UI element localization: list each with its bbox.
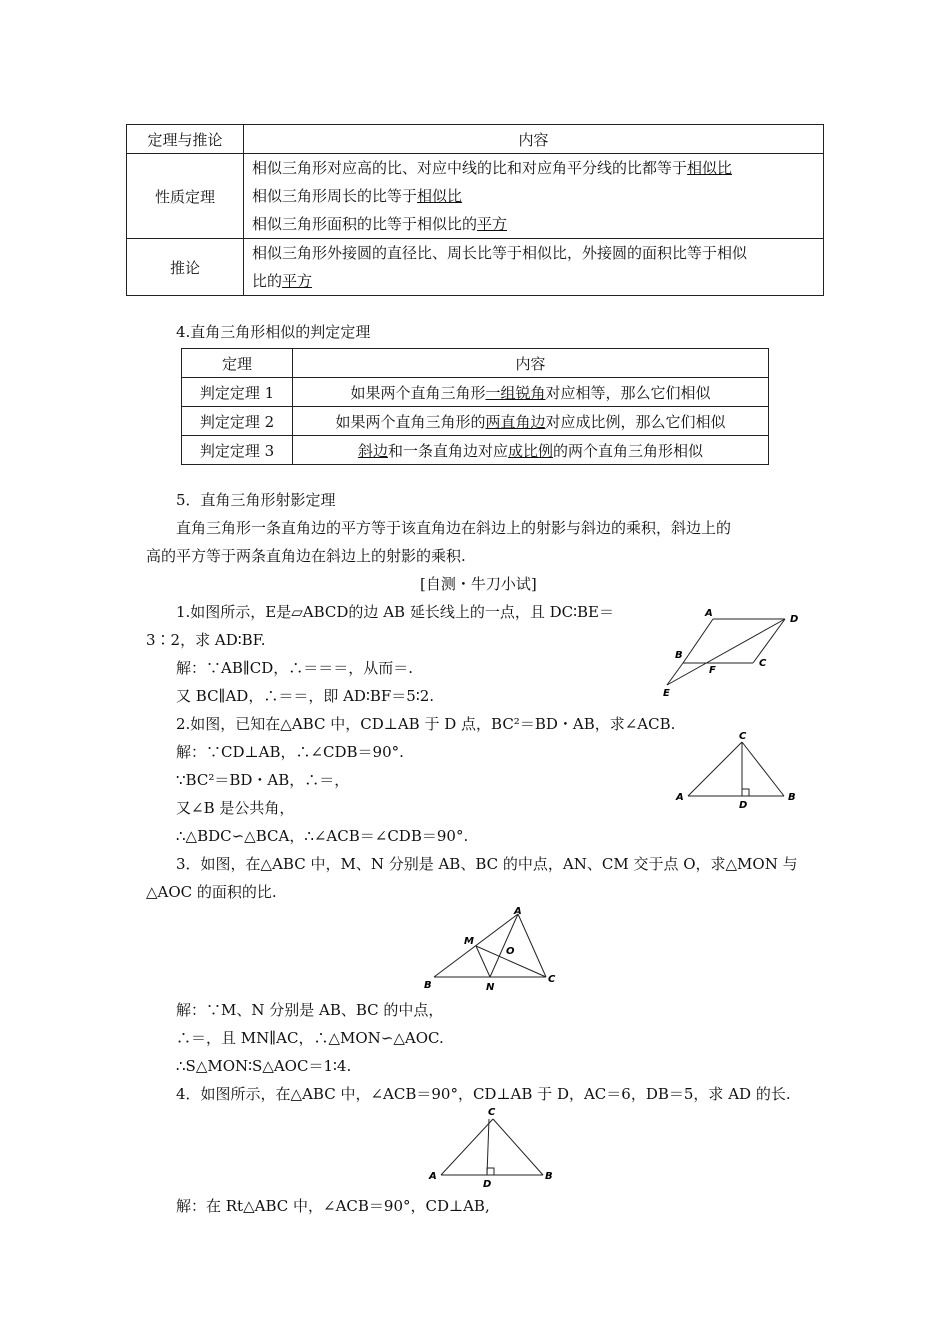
table2-row-name: 判定定理 1 xyxy=(182,378,293,407)
section-5-text: 高的平方等于两条直角边在斜边上的射影的乘积. xyxy=(146,547,466,565)
parallelogram-figure xyxy=(655,605,815,700)
table1-row-name: 推论 xyxy=(127,239,244,296)
q2-solution: ∵BC²＝BD・AB，∴＝， xyxy=(176,771,350,789)
altitude-triangle-figure xyxy=(425,1103,565,1188)
properties-table xyxy=(126,124,824,296)
label-F: F xyxy=(709,665,716,676)
label-C: C xyxy=(548,974,556,985)
q3-solution: ∴＝，且 MN∥AC，∴△MON∽△AOC. xyxy=(176,1029,444,1047)
label-C: C xyxy=(759,658,767,669)
table2-header-content: 内容 xyxy=(293,349,769,378)
selftest-heading: [自测・牛刀小试] xyxy=(420,575,537,593)
table1-row-content: 相似三角形对应高的比、对应中线的比和对应角平分线的比都等于相似比 相似三角形周长的比等于相似比 相似三角形面积的比等于相似比的平方 xyxy=(244,154,824,239)
table2-row-name: 判定定理 2 xyxy=(182,407,293,436)
table1-row-name: 性质定理 xyxy=(127,154,244,239)
q2-solution: ∴△BDC∽△BCA，∴∠ACB＝∠CDB＝90°. xyxy=(176,827,469,845)
q2-solution: 又∠B 是公共角， xyxy=(176,799,295,817)
label-C: C xyxy=(739,731,747,742)
section-5-title: 5．直角三角形射影定理 xyxy=(176,491,336,509)
label-M: M xyxy=(464,936,474,947)
q3-solution: ∴S△MON∶S△AOC＝1∶4. xyxy=(176,1057,352,1075)
label-B: B xyxy=(675,650,683,661)
table2-row-content: 斜边和一条直角边对应成比例的两个直角三角形相似 xyxy=(293,436,769,465)
q4-solution: 解：在 Rt△ABC 中，∠ACB＝90°，CD⊥AB, xyxy=(176,1197,490,1215)
criteria-table xyxy=(181,348,769,465)
label-B: B xyxy=(545,1171,553,1182)
q4-text: 4．如图所示，在△ABC 中，∠ACB＝90°，CD⊥AB 于 D，AC＝6，DB＝5，求 AD 的长. xyxy=(176,1085,791,1103)
table2-header-theorem: 定理 xyxy=(182,349,293,378)
section-5-text: 直角三角形一条直角边的平方等于该直角边在斜边上的射影与斜边的乘积，斜边上的 xyxy=(176,519,732,537)
q3-text: △AOC 的面积的比. xyxy=(146,883,277,901)
table2-row-content: 如果两个直角三角形一组锐角对应相等，那么它们相似 xyxy=(293,378,769,407)
q2-solution: 解：∵CD⊥AB，∴∠CDB＝90°. xyxy=(176,743,404,761)
table1-header-content: 内容 xyxy=(244,125,824,154)
q3-solution: 解：∵M、N 分别是 AB、BC 的中点， xyxy=(176,1001,444,1019)
midpoint-triangle-figure xyxy=(420,902,570,992)
q2-text: 2.如图，已知在△ABC 中，CD⊥AB 于 D 点，BC²＝BD・AB，求∠ACB. xyxy=(176,715,676,733)
right-triangle-figure xyxy=(672,730,802,810)
q1-text: 3∶2，求 AD∶BF. xyxy=(146,631,266,649)
table2-row-name: 判定定理 3 xyxy=(182,436,293,465)
table1-row-content: 相似三角形外接圆的直径比、周长比等于相似比，外接圆的面积比等于相似 比的平方 xyxy=(244,239,824,296)
q3-text: 3．如图，在△ABC 中，M、N 分别是 AB、BC 的中点，AN、CM 交于点 O，求△MON 与 xyxy=(176,855,798,873)
label-D: D xyxy=(483,1179,492,1188)
label-D: D xyxy=(739,800,748,810)
q1-solution: 又 BC∥AD，∴＝＝，即 AD∶BF＝5∶2. xyxy=(176,687,435,705)
label-A: A xyxy=(676,792,684,803)
label-D: D xyxy=(790,614,799,625)
label-E: E xyxy=(663,688,670,699)
label-A: A xyxy=(429,1171,437,1182)
label-A: A xyxy=(705,608,713,619)
label-A: A xyxy=(514,906,522,917)
section-4-title: 4.直角三角形相似的判定定理 xyxy=(176,323,371,341)
q1-solution: 解：∵AB∥CD，∴＝＝＝，从而＝. xyxy=(176,659,414,677)
label-N: N xyxy=(486,982,495,992)
label-C: C xyxy=(488,1107,496,1118)
label-B: B xyxy=(424,980,432,991)
label-B: B xyxy=(788,792,796,803)
q1-text: 1.如图所示，E是▱ABCD的边 AB 延长线上的一点，且 DC∶BE＝ xyxy=(176,603,614,621)
table1-header-theorem: 定理与推论 xyxy=(127,125,244,154)
label-O: O xyxy=(506,946,515,957)
table2-row-content: 如果两个直角三角形的两直角边对应成比例，那么它们相似 xyxy=(293,407,769,436)
